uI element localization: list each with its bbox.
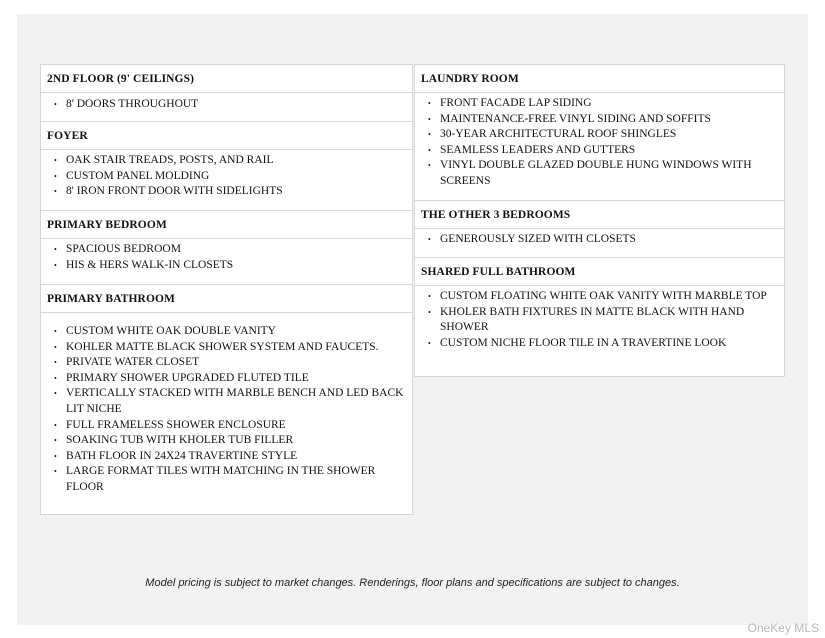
- list-item: • 30-YEAR ARCHITECTURAL ROOF SHINGLES: [440, 127, 778, 143]
- list-item: • KOHLER MATTE BLACK SHOWER SYSTEM AND FAUCETS.: [66, 340, 406, 356]
- section-body: [415, 229, 784, 257]
- section-primary-bathroom: [40, 284, 413, 515]
- list-item: • OAK STAIR TREADS, POSTS, AND RAIL: [66, 153, 406, 169]
- list-item: • PRIMARY SHOWER UPGRADED FLUTED TILE: [66, 371, 406, 387]
- specifications-table: [40, 64, 785, 512]
- left-column: [40, 64, 413, 515]
- list-item: • PRIVATE WATER CLOSET: [66, 355, 406, 371]
- section-body: [415, 93, 784, 200]
- section-title: FOYER: [41, 122, 412, 150]
- section-title: SHARED FULL BATHROOM: [415, 258, 784, 286]
- section-title: LAUNDRY ROOM: [415, 65, 784, 93]
- section-laundry-room: [414, 64, 785, 201]
- list-item: • VERTICALLY STACKED WITH MARBLE BENCH AND LED BACK LIT NICHE: [66, 386, 406, 417]
- list-item: • 8' DOORS THROUGHOUT: [66, 97, 406, 113]
- list-item: • VINYL DOUBLE GLAZED DOUBLE HUNG WINDOWS WITH SCREENS: [440, 158, 778, 189]
- list-item: • KHOLER BATH FIXTURES IN MATTE BLACK WITH HAND SHOWER: [440, 305, 778, 336]
- list-item: • MAINTENANCE-FREE VINYL SIDING AND SOFFITS: [440, 112, 778, 128]
- list-item: • 8' IRON FRONT DOOR WITH SIDELIGHTS: [66, 184, 406, 200]
- section-body: [41, 93, 412, 121]
- list-item: • CUSTOM FLOATING WHITE OAK VANITY WITH MARBLE TOP: [440, 289, 778, 305]
- list-item: • FRONT FACADE LAP SIDING: [440, 96, 778, 112]
- list-item: • GENEROUSLY SIZED WITH CLOSETS: [440, 232, 778, 248]
- section-body: [41, 313, 412, 514]
- onekey-mls-watermark: OneKey MLS: [747, 621, 819, 635]
- section-body: [415, 286, 784, 376]
- section-title: PRIMARY BATHROOM: [41, 285, 412, 313]
- section-title: THE OTHER 3 BEDROOMS: [415, 201, 784, 229]
- section-foyer: [40, 121, 413, 211]
- disclaimer-note: Model pricing is subject to market changes. Renderings, floor plans and specifications are subject to changes.: [145, 577, 680, 589]
- section-other-bedrooms: [414, 200, 785, 258]
- list-item: • CUSTOM NICHE FLOOR TILE IN A TRAVERTINE LOOK: [440, 336, 778, 352]
- right-column: [414, 64, 785, 377]
- list-item: • LARGE FORMAT TILES WITH MATCHING IN THE SHOWER FLOOR: [66, 464, 406, 495]
- section-shared-full-bathroom: [414, 257, 785, 377]
- section-2nd-floor: [40, 64, 413, 122]
- section-primary-bedroom: [40, 210, 413, 285]
- list-item: • CUSTOM WHITE OAK DOUBLE VANITY: [66, 324, 406, 340]
- list-item: • FULL FRAMELESS SHOWER ENCLOSURE: [66, 418, 406, 434]
- list-item: • SPACIOUS BEDROOM: [66, 242, 406, 258]
- section-body: [41, 150, 412, 210]
- section-body: [41, 239, 412, 284]
- list-item: • CUSTOM PANEL MOLDING: [66, 169, 406, 185]
- list-item: • BATH FLOOR IN 24X24 TRAVERTINE STYLE: [66, 449, 406, 465]
- list-item: • SOAKING TUB WITH KHOLER TUB FILLER: [66, 433, 406, 449]
- section-title: 2ND FLOOR (9' CEILINGS): [41, 65, 412, 93]
- section-title: PRIMARY BEDROOM: [41, 211, 412, 239]
- list-item: • SEAMLESS LEADERS AND GUTTERS: [440, 143, 778, 159]
- list-item: • HIS & HERS WALK-IN CLOSETS: [66, 258, 406, 274]
